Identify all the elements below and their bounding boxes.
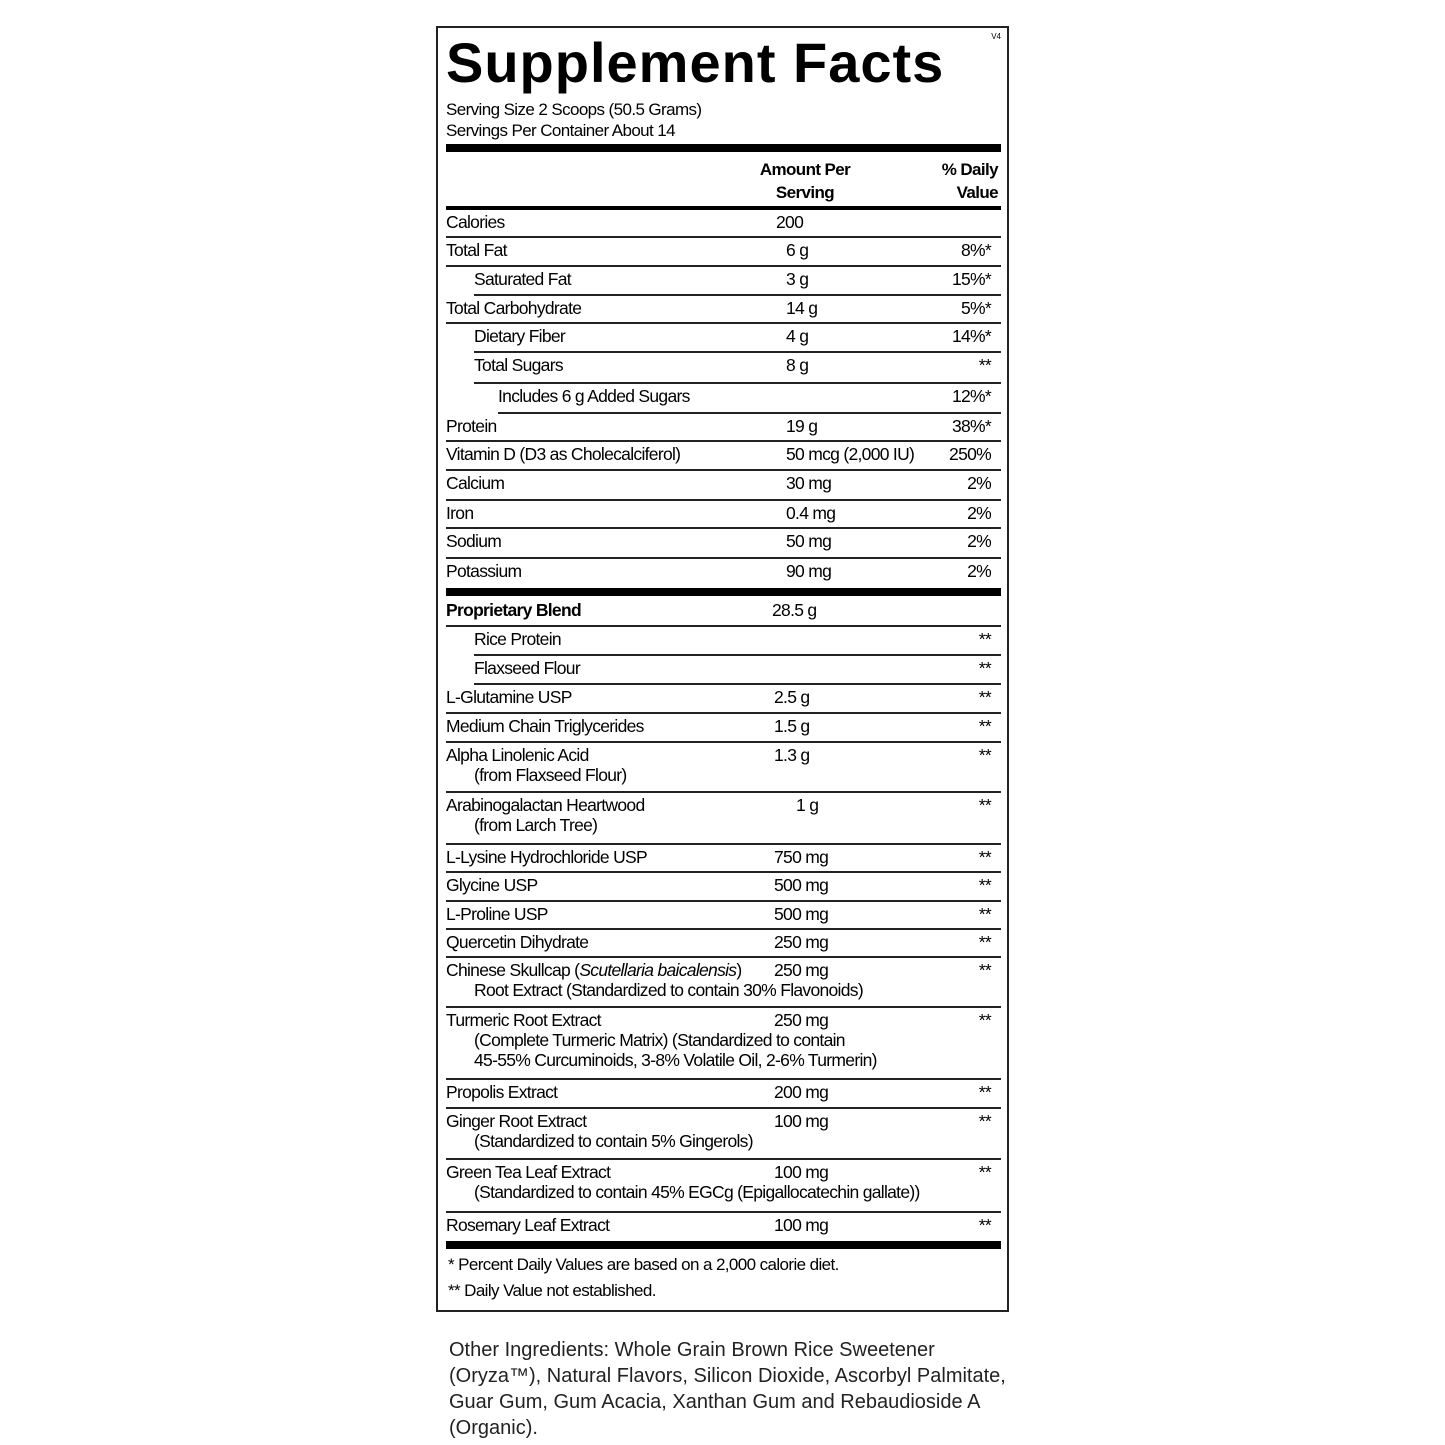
table-row [446, 210, 1001, 238]
daily-value: ** [978, 745, 991, 765]
table-row [446, 1008, 1001, 1080]
ingredient-name: L-Proline USP [446, 904, 548, 924]
amount-per-serving: 1.3 g [774, 745, 810, 765]
amount-per-serving: 90 mg [786, 561, 832, 581]
amount-per-serving: 50 mg [786, 531, 832, 551]
table-row [446, 685, 1001, 714]
table-row [446, 267, 1001, 296]
ingredient-name [446, 960, 742, 980]
column-header-amount: Amount Per Serving [759, 160, 851, 202]
ingredient-name: L-Lysine Hydrochloride USP [446, 847, 647, 867]
amount-per-serving: 100 mg [774, 1215, 829, 1235]
ingredient-name: L-Glutamine USP [446, 687, 572, 707]
thick-divider-bottom [446, 1241, 1001, 1249]
ingredient-detail: (Standardized to contain 5% Gingerols) [474, 1131, 753, 1151]
amount-per-serving: 250 mg [774, 932, 829, 952]
daily-value: ** [978, 1162, 991, 1182]
amount-per-serving: 19 g [786, 416, 818, 436]
daily-value: ** [978, 932, 991, 952]
daily-value: 38%* [951, 416, 991, 436]
ingredient-name: Alpha Linolenic Acid [446, 745, 589, 765]
daily-value: ** [978, 658, 991, 678]
daily-value: ** [978, 1215, 991, 1235]
table-row [446, 238, 1001, 267]
daily-value: 2% [967, 503, 991, 523]
ingredient-name: Protein [446, 416, 497, 436]
ingredient-name-part: ) [736, 960, 742, 980]
ingredient-name-latin: Scutellaria baicalensis [579, 960, 737, 980]
amount-per-serving: 14 g [786, 298, 818, 318]
table-row [446, 1080, 1001, 1109]
amount-per-serving: 200 mg [774, 1082, 829, 1102]
footnote-dv-not-established: ** Daily Value not established. [448, 1281, 656, 1300]
daily-value: ** [978, 904, 991, 924]
other-ingredients: Other Ingredients: Whole Grain Brown Rice Sweetener (Oryza™), Natural Flavors, Silicon Dioxide, Ascorbyl Palmitate, Guar Gum, Gum Acacia, Xanthan Gum and Rebaudioside A (Organic). [449, 1339, 1006, 1439]
ingredient-name: Flaxseed Flour [474, 658, 580, 678]
table-row [446, 559, 1001, 587]
daily-value: ** [978, 1010, 991, 1030]
table-row [446, 598, 1001, 627]
amount-per-serving: 6 g [786, 240, 809, 260]
ingredient-name: Rice Protein [474, 629, 561, 649]
daily-value: ** [978, 355, 991, 375]
table-row [446, 1213, 1001, 1241]
ingredient-detail: (Standardized to contain 45% EGCg (Epigallocatechin gallate)) [474, 1182, 920, 1202]
daily-value: 14%* [951, 326, 991, 346]
amount-per-serving: 1 g [796, 795, 819, 815]
ingredient-name: Ginger Root Extract [446, 1111, 587, 1131]
amount-per-serving: 50 mcg (2,000 IU) [786, 444, 915, 464]
table-row [446, 627, 1001, 656]
daily-value: 2% [967, 561, 991, 581]
amount-per-serving: 100 mg [774, 1162, 829, 1182]
amount-per-serving: 500 mg [774, 875, 829, 895]
ingredient-name: Quercetin Dihydrate [446, 932, 589, 952]
amount-per-serving: 0.4 mg [786, 503, 836, 523]
amount-per-serving: 28.5 g [772, 600, 817, 620]
serving-size: Serving Size 2 Scoops (50.5 Grams) [446, 100, 702, 119]
ingredient-detail: Root Extract (Standardized to contain 30% Flavonoids) [474, 980, 863, 1000]
ingredient-detail: (Complete Turmeric Matrix) (Standardized to contain [474, 1030, 845, 1050]
thick-divider-blend [446, 588, 1001, 596]
table-row [446, 793, 1001, 845]
amount-per-serving: 100 mg [774, 1111, 829, 1131]
ingredient-name: Total Fat [446, 240, 507, 260]
amount-per-serving: 8 g [786, 355, 809, 375]
amount-per-serving: 500 mg [774, 904, 829, 924]
daily-value: ** [978, 960, 991, 980]
ingredient-name: Proprietary Blend [446, 600, 581, 620]
daily-value: 12%* [951, 386, 991, 406]
ingredient-name: Total Sugars [474, 355, 563, 375]
ingredient-name: Glycine USP [446, 875, 538, 895]
ingredient-name: Potassium [446, 561, 522, 581]
amount-per-serving: 30 mg [786, 473, 832, 493]
daily-value: ** [978, 875, 991, 895]
daily-value: 5%* [960, 298, 991, 318]
amount-per-serving: 2.5 g [774, 687, 810, 707]
amount-per-serving: 3 g [786, 269, 809, 289]
table-row [446, 324, 1001, 353]
table-row [446, 296, 1001, 324]
table-row [446, 1160, 1001, 1213]
daily-value: ** [978, 847, 991, 867]
table-row [446, 845, 1001, 873]
ingredient-name: Arabinogalactan Heartwood [446, 795, 645, 815]
daily-value: 2% [967, 531, 991, 551]
amount-per-serving: 250 mg [774, 1010, 829, 1030]
ingredient-detail: (from Flaxseed Flour) [474, 765, 627, 785]
table-row [446, 353, 1001, 384]
ingredient-name: Includes 6 g Added Sugars [498, 386, 690, 406]
daily-value: 8%* [960, 240, 991, 260]
table-row [446, 442, 1001, 471]
ingredient-name: Calories [446, 212, 505, 232]
daily-value: ** [978, 629, 991, 649]
table-row [446, 930, 1001, 958]
amount-per-serving: 1.5 g [774, 716, 810, 736]
ingredient-name-part: Chinese Skullcap ( [446, 960, 580, 980]
daily-value: 2% [967, 473, 991, 493]
daily-value: ** [978, 687, 991, 707]
table-row [446, 902, 1001, 930]
ingredient-name: Medium Chain Triglycerides [446, 716, 644, 736]
daily-value: 250% [949, 444, 991, 464]
table-row [446, 656, 1001, 685]
daily-value: ** [978, 795, 991, 815]
table-row [446, 384, 1001, 414]
supplement-facts-panel [436, 26, 1009, 1312]
table-row [446, 1109, 1001, 1160]
table-row [446, 414, 1001, 442]
daily-value: ** [978, 1111, 991, 1131]
daily-value: ** [978, 1082, 991, 1102]
amount-per-serving: 4 g [786, 326, 809, 346]
table-row [446, 743, 1001, 793]
ingredient-name: Vitamin D (D3 as Cholecalciferol) [446, 444, 681, 464]
table-row [446, 529, 1001, 559]
table-row [446, 714, 1001, 743]
ingredient-name: Green Tea Leaf Extract [446, 1162, 611, 1182]
trademark-mark: V4 [991, 32, 1001, 41]
panel-title: Supplement Facts [446, 31, 945, 94]
ingredient-name: Saturated Fat [474, 269, 571, 289]
footnote-percent-dv: * Percent Daily Values are based on a 2,000 calorie diet. [448, 1255, 839, 1274]
ingredient-detail: 45-55% Curcuminoids, 3-8% Volatile Oil, 2-6% Turmerin) [474, 1050, 877, 1070]
table-row [446, 873, 1001, 902]
ingredient-name: Sodium [446, 531, 502, 551]
table-row [446, 501, 1001, 529]
ingredient-name: Propolis Extract [446, 1082, 558, 1102]
ingredient-name: Iron [446, 503, 474, 523]
table-row [446, 958, 1001, 1008]
ingredient-detail: (from Larch Tree) [474, 815, 598, 835]
thick-divider-top [446, 144, 1001, 152]
daily-value: 15%* [951, 269, 991, 289]
ingredient-name: Total Carbohydrate [446, 298, 582, 318]
table-row [446, 471, 1001, 501]
servings-per-container: Servings Per Container About 14 [446, 121, 675, 140]
ingredient-name: Turmeric Root Extract [446, 1010, 601, 1030]
ingredient-name: Dietary Fiber [474, 326, 566, 346]
daily-value: ** [978, 716, 991, 736]
column-header-daily-value: % Daily Value [941, 160, 998, 202]
amount-per-serving: 750 mg [774, 847, 829, 867]
ingredient-name: Calcium [446, 473, 505, 493]
ingredient-name: Rosemary Leaf Extract [446, 1215, 610, 1235]
amount-per-serving: 200 [776, 212, 804, 232]
amount-per-serving: 250 mg [774, 960, 829, 980]
